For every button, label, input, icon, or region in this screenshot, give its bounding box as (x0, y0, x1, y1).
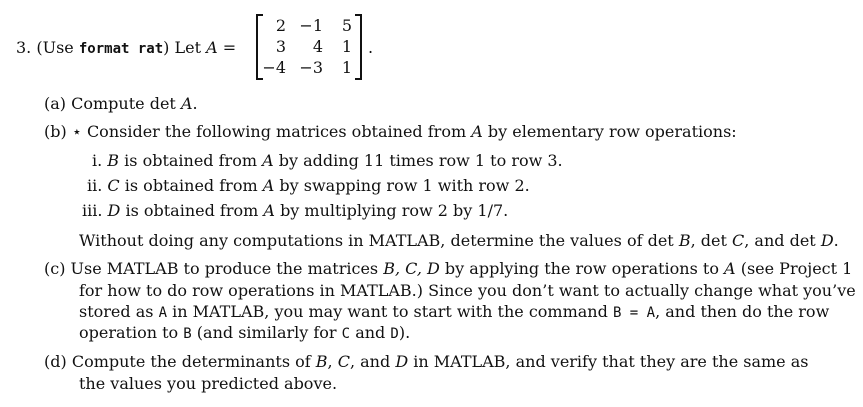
matrix-a (256, 14, 362, 80)
conclusion-var-b: B (678, 231, 691, 250)
conclusion-sep: , det (690, 231, 727, 250)
list-item-var: C (107, 176, 120, 195)
part-d-var-c: C (337, 352, 350, 371)
list-item-var: D (107, 201, 121, 220)
code-d: D (390, 326, 399, 342)
part-d-sep: , and (349, 352, 391, 371)
part-c-line4 (79, 325, 410, 341)
var-a: A (206, 38, 218, 57)
part-b-text: Consider the following matrices obtained from (86, 122, 467, 141)
part-c-line3 (79, 304, 829, 320)
part-c-text: in MATLAB, you may want to start with the command (172, 302, 608, 321)
list-item-text: by multiplying row 2 by 1/7. (280, 201, 509, 220)
list-item (87, 178, 530, 194)
list-item-text: is obtained from (125, 201, 259, 220)
part-a-end: . (192, 94, 198, 113)
equals-sign: = (222, 38, 237, 57)
problem-header (16, 40, 236, 56)
part-d-var-d: D (395, 352, 409, 371)
matrix-cell: 2 (275, 16, 286, 35)
part-b-conclusion (79, 233, 839, 249)
list-item-number: iii. (82, 201, 103, 220)
list-item-number: ii. (87, 176, 103, 195)
list-item-var: A (262, 151, 274, 170)
let-text: Let (174, 38, 202, 57)
list-item-text: is obtained from (124, 151, 258, 170)
list-item (92, 153, 563, 169)
part-c-text: Use MATLAB to produce the matrices (70, 259, 379, 278)
list-item-var: B (107, 151, 120, 170)
matrix-right-bracket (355, 14, 362, 80)
part-b (44, 124, 737, 140)
part-c-text: (and similarly for (196, 323, 337, 342)
list-item-text: by swapping row 1 with row 2. (279, 176, 530, 195)
paren-open: (Use (36, 38, 74, 57)
part-d-sep: , (327, 352, 333, 371)
part-c-line1 (44, 261, 852, 277)
part-b-text-end: by elementary row operations: (487, 122, 737, 141)
part-d-text: Compute the determinants of (71, 352, 311, 371)
matrix-cell: 1 (341, 58, 352, 77)
part-c-text: by applying the row operations to (444, 259, 719, 278)
list-item-text: is obtained from (124, 176, 258, 195)
part-c-text: , and then do the row (655, 302, 830, 321)
conclusion-var-d: D (820, 231, 834, 250)
conclusion-end: . (833, 231, 839, 250)
part-a-text: Compute det (71, 94, 176, 113)
part-c-text: (see Project 1 (740, 259, 853, 278)
problem-number: 3. (16, 38, 32, 57)
list-item-text: by adding 11 times row 1 to row 3. (278, 151, 563, 170)
list-item-var: A (262, 176, 275, 195)
matrix-period: . (368, 38, 374, 57)
part-c-label: (c) (44, 259, 66, 278)
matrix-cell: −4 (262, 58, 286, 77)
paren-close: ) (163, 38, 170, 57)
matrix-cell: 3 (275, 37, 286, 56)
matrix-cell: 4 (312, 37, 323, 56)
part-c-text: stored as (79, 302, 154, 321)
part-c-text: operation to (79, 323, 179, 342)
part-a-var: A (180, 94, 193, 113)
format-rat-code: format rat (78, 41, 164, 57)
code-c: C (341, 326, 351, 342)
list-item-var: A (263, 201, 275, 220)
matrix-cell: −3 (299, 58, 323, 77)
conclusion-var-c: C (731, 231, 745, 250)
code-b-equals-a: B = A (612, 305, 656, 321)
conclusion-text: Without doing any computations in MATLAB, determine the values of det (79, 231, 674, 250)
matrix-cell: 1 (341, 37, 352, 56)
part-c-text: ). (398, 323, 411, 342)
code-b: B (183, 326, 192, 342)
matrix-cell: −1 (299, 16, 323, 35)
part-d-line1 (44, 354, 808, 370)
part-d-label: (d) (44, 352, 67, 371)
part-c-text: and (355, 323, 386, 342)
part-d-var-b: B (315, 352, 328, 371)
part-c-line2: for how to do row operations in MATLAB.) Since you don’t want to actually change what you’ve (79, 281, 856, 300)
part-d-line2: the values you predicted above. (79, 374, 338, 393)
code-a: A (158, 305, 167, 321)
list-item (82, 203, 508, 219)
list-item-number: i. (92, 151, 103, 170)
part-d-text: in MATLAB, and verify that they are the same as (413, 352, 809, 371)
conclusion-sep: , and det (744, 231, 816, 250)
part-b-label: (b) (44, 122, 67, 141)
part-c-var-a: A (724, 259, 736, 278)
matrix-cell: 5 (341, 16, 352, 35)
star-icon: ⋆ (71, 122, 82, 141)
part-a-label: (a) (44, 94, 67, 113)
part-b-var: A (471, 122, 483, 141)
part-a (44, 96, 198, 112)
part-c-vars: B, C, D (383, 259, 440, 278)
